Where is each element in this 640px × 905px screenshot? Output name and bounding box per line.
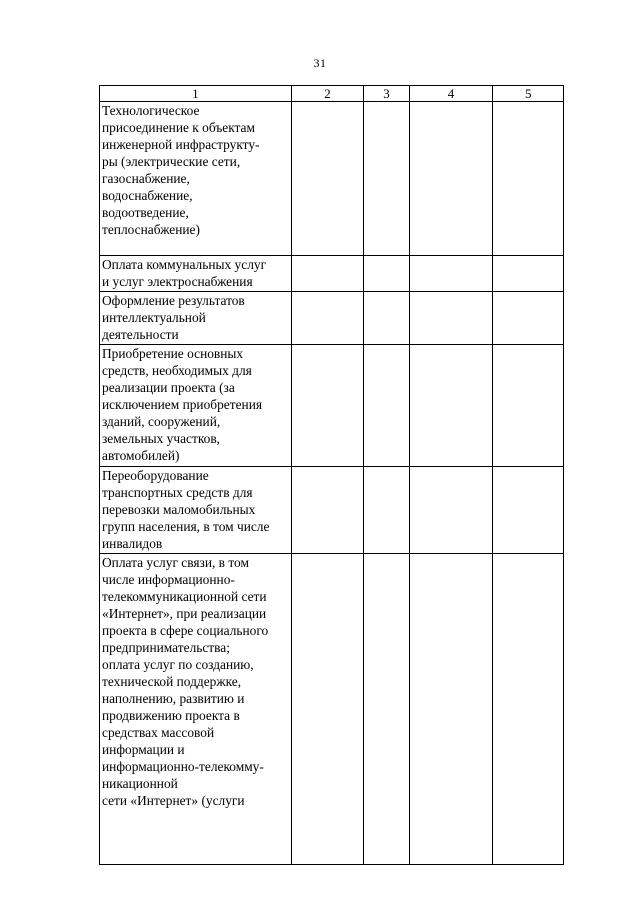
table-cell xyxy=(493,292,564,345)
table-cell xyxy=(364,554,409,865)
table-cell xyxy=(409,554,493,865)
row-label-cell xyxy=(100,554,292,865)
column-header-5: 5 xyxy=(493,86,564,102)
table-cell xyxy=(493,467,564,554)
row-label: Технологическое присоединение к объектам инженерной инфраструкту- ры (электрические сети, газоснабжение, водоснабжение, водоотведение, теплоснабжение) xyxy=(102,103,260,237)
table-row xyxy=(100,554,564,865)
table-header-row xyxy=(100,86,564,102)
row-label-cell xyxy=(100,102,292,256)
table-cell xyxy=(364,256,409,292)
page-number: 31 xyxy=(313,56,327,70)
column-header-1: 1 xyxy=(100,86,292,102)
table-cell xyxy=(364,292,409,345)
column-header-4: 4 xyxy=(409,86,493,102)
table-cell xyxy=(291,467,364,554)
expense-table xyxy=(99,85,564,865)
table-cell xyxy=(493,554,564,865)
table-row xyxy=(100,467,564,554)
table-cell xyxy=(409,292,493,345)
table-cell xyxy=(291,292,364,345)
row-label-cell xyxy=(100,345,292,467)
table-cell xyxy=(409,102,493,256)
row-label: Оформление результатов интеллектуальной деятельности xyxy=(102,293,245,342)
row-label-cell xyxy=(100,292,292,345)
column-header-2: 2 xyxy=(291,86,364,102)
table-cell xyxy=(409,256,493,292)
table-cell xyxy=(493,345,564,467)
table-cell xyxy=(364,102,409,256)
column-header-3: 3 xyxy=(364,86,409,102)
row-label-cell xyxy=(100,467,292,554)
row-label-cell xyxy=(100,256,292,292)
table-row xyxy=(100,292,564,345)
table-row xyxy=(100,102,564,256)
row-label: Оплата коммунальных услуг и услуг электроснабжения xyxy=(102,257,267,289)
table-cell xyxy=(291,554,364,865)
table-cell xyxy=(364,345,409,467)
table-cell xyxy=(493,102,564,256)
table-cell xyxy=(364,467,409,554)
table-cell xyxy=(291,256,364,292)
row-label: Приобретение основных средств, необходимых для реализации проекта (за исключением приобретения зданий, сооружений, земельных участков, автомобилей) xyxy=(102,346,263,463)
table-row xyxy=(100,345,564,467)
table-row xyxy=(100,256,564,292)
table-cell xyxy=(291,345,364,467)
table-cell xyxy=(493,256,564,292)
row-label: Оплата услуг связи, в том числе информационно- телекоммуникационной сети «Интернет», при реализации проекта в сфере социального предпринимательства; оплата услуг по созданию, технической поддержке, наполнению, развитию и продвижению проекта в средствах массовой информации и информационно-телекомму- никационной сети «Интернет» (услуги xyxy=(102,555,269,808)
table-cell xyxy=(409,467,493,554)
table-cell xyxy=(409,345,493,467)
table-cell xyxy=(291,102,364,256)
row-label: Переоборудование транспортных средств для перевозки маломобильных групп населения, в том числе инвалидов xyxy=(102,468,270,551)
